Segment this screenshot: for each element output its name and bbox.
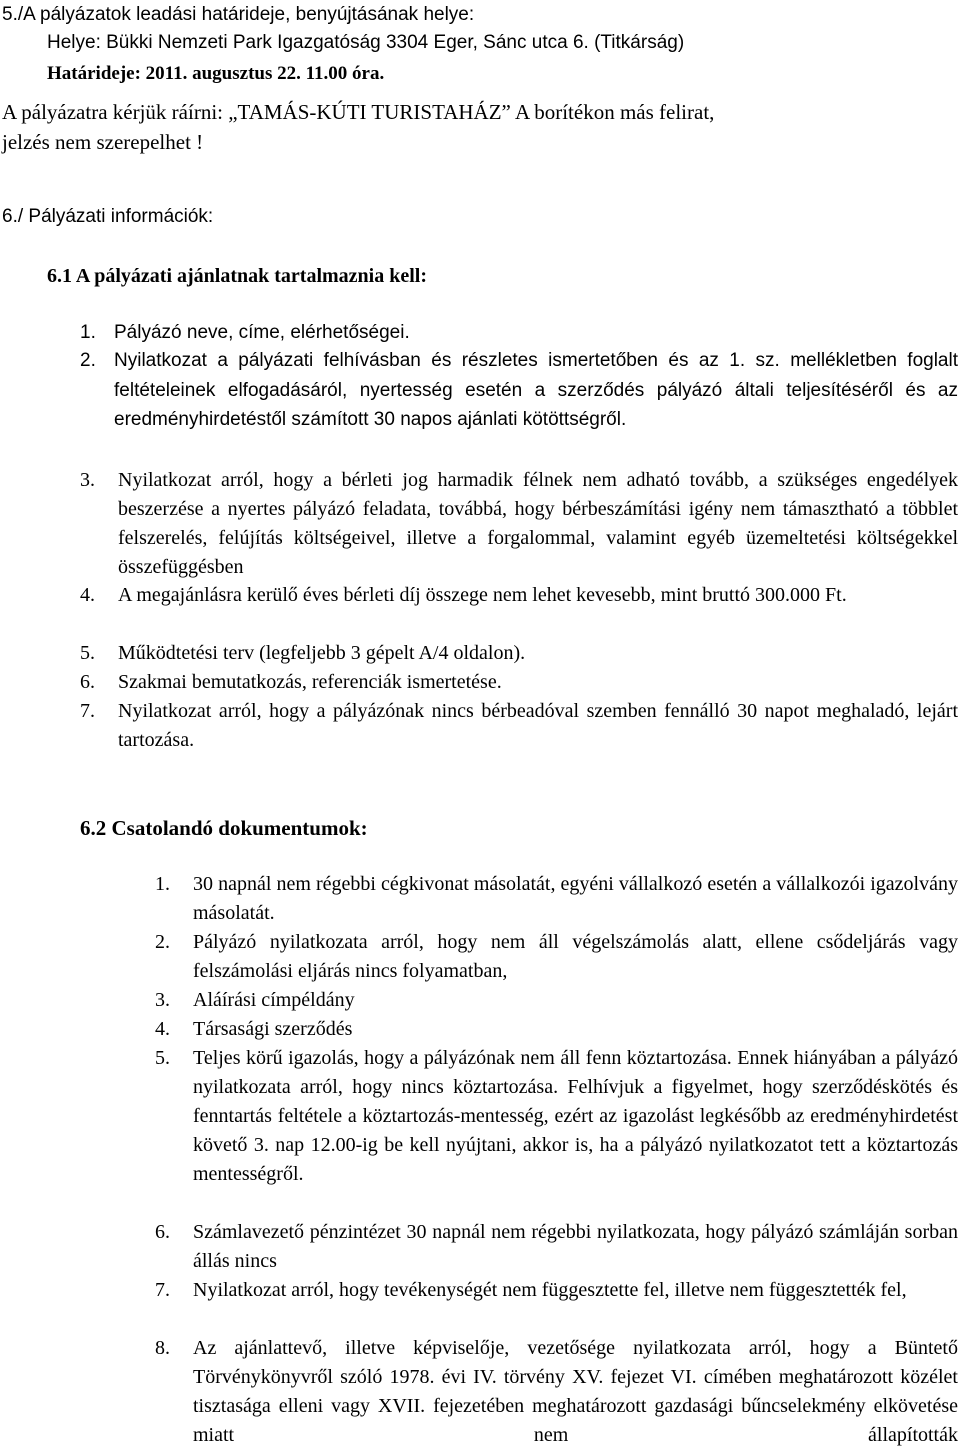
list-item-text: Aláírási címpéldány <box>193 989 355 1011</box>
list-item-text: Pályázó nyilatkozata arról, hogy nem áll végelszámolás alatt, ellene csődeljárás vagy felszámolási eljárás nincs folyamatban, <box>193 931 958 982</box>
list-item-text: Pályázó neve, címe, elérhetőségei. <box>114 322 410 343</box>
list-item-number: 5. <box>155 1047 170 1069</box>
list-item-text: Az ajánlattevő, illetve képviselője, vezetősége nyilatkozata arról, hogy a Büntető Törvénykönyvről szóló 1978. évi IV. törvény XV. fejezet VI. címében meghatározott közélet tisztasága elleni vagy XVII. fejezetében meghatározott gazdasági bűncselekmény elkövetése miatt nem állapították <box>193 1337 958 1446</box>
list-item <box>80 697 958 755</box>
envelope-instruction: A pályázatra kérjük ráírni: „TAMÁS-KÚTI TURISTAHÁZ” A borítékon más felirat, <box>2 100 715 124</box>
submission-deadline: Határideje: 2011. augusztus 22. 11.00 óra. <box>47 63 385 84</box>
list-item-text: Működtetési terv (legfeljebb 3 gépelt A/4 oldalon). <box>118 642 526 664</box>
list-item-number: 4. <box>80 584 95 606</box>
list-item-text: Társasági szerződés <box>193 1018 353 1040</box>
list-item <box>80 318 958 348</box>
section-6-2-heading: 6.2 Csatolandó dokumentumok: <box>80 816 368 840</box>
list-item-number: 7. <box>155 1279 170 1301</box>
list-item-number: 2. <box>80 350 96 371</box>
section-6-heading: 6./ Pályázati információk: <box>2 206 214 227</box>
list-item <box>80 639 958 668</box>
list-item <box>155 928 958 986</box>
list-item-number: 1. <box>80 322 96 343</box>
section-6-1-heading: 6.1 A pályázati ajánlatnak tartalmaznia kell: <box>47 265 427 287</box>
section-5-heading: 5./A pályázatok leadási határideje, benyújtásának helye: <box>2 4 475 25</box>
list-item-number: 6. <box>80 671 95 693</box>
submission-place: Helye: Bükki Nemzeti Park Igazgatóság 3304 Eger, Sánc utca 6. (Titkárság) <box>47 32 685 53</box>
list-item <box>80 466 958 582</box>
list-item-text: Számlavezető pénzintézet 30 napnál nem régebbi nyilatkozata, hogy pályázó számláján sorban állás nincs <box>193 1221 958 1272</box>
list-item-number: 3. <box>155 989 170 1011</box>
list-item <box>155 986 958 1015</box>
list-item <box>155 1015 958 1044</box>
envelope-instruction-cont: jelzés nem szerepelhet ! <box>2 130 204 154</box>
list-item-number: 3. <box>80 469 95 491</box>
list-item-text: Nyilatkozat arról, hogy a bérleti jog harmadik félnek nem adható tovább, a szükséges engedélyek beszerzése a nyertes pályázó feladata, továbbá, hogy bérbeszámítási igény nem támasztható a többlet felszerelés, felújítás költségeivel, illetve a forgalommal, valamint egyéb üzemeltetési költségekkel összefüggésben <box>118 469 958 578</box>
list-item <box>155 1334 958 1450</box>
list-item <box>155 1276 958 1305</box>
list-item-number: 2. <box>155 931 170 953</box>
list-item <box>155 1044 958 1189</box>
list-item-text: Nyilatkozat arról, hogy tevékenységét nem függesztette fel, illetve nem függesztették fel, <box>193 1279 907 1301</box>
list-item-number: 6. <box>155 1221 170 1243</box>
list-item-text: A megajánlásra kerülő éves bérleti díj összege nem lehet kevesebb, mint bruttó 300.000 Ft. <box>118 584 847 606</box>
list-item <box>80 581 958 610</box>
list-item-number: 1. <box>155 873 170 895</box>
list-item <box>80 668 958 697</box>
list-item-text: Szakmai bemutatkozás, referenciák ismertetése. <box>118 671 502 693</box>
list-item-number: 5. <box>80 642 95 664</box>
list-item-text: Nyilatkozat a pályázati felhívásban és részletes ismertetőben és az 1. sz. mellékletben foglalt feltételeinek elfogadásáról, nyertesség esetén a szerződés pályázó általi teljesítéséről és az eredményhirdetéstől számított 30 napos ajánlati kötöttségről. <box>114 350 958 430</box>
list-item-text: 30 napnál nem régebbi cégkivonat másolatát, egyéni vállalkozó esetén a vállalkozói igazolvány másolatát. <box>193 873 958 924</box>
list-item <box>155 1218 958 1276</box>
list-item-text: Nyilatkozat arról, hogy a pályázónak nincs bérbeadóval szemben fennálló 30 napot meghaladó, lejárt tartozása. <box>118 700 958 751</box>
list-item-number: 4. <box>155 1018 170 1040</box>
list-item <box>155 870 958 928</box>
list-item <box>80 346 958 435</box>
list-item-number: 8. <box>155 1337 170 1359</box>
list-item-number: 7. <box>80 700 95 722</box>
list-item-text: Teljes körű igazolás, hogy a pályázónak nem áll fenn köztartozása. Ennek hiányában a pályázó nyilatkozata arról, hogy nincs köztartozása. Felhívjuk a figyelmet, hogy szerződéskötés és fenntartás feltétele a köztartozás-mentesség, ezért az igazolást legkésőbb az eredményhirdetést követő 3. nap 12.00-ig be kell nyújtani, akkor is, ha a pályázó nyilatkozatot tett a köztartozás mentességről. <box>193 1047 958 1185</box>
